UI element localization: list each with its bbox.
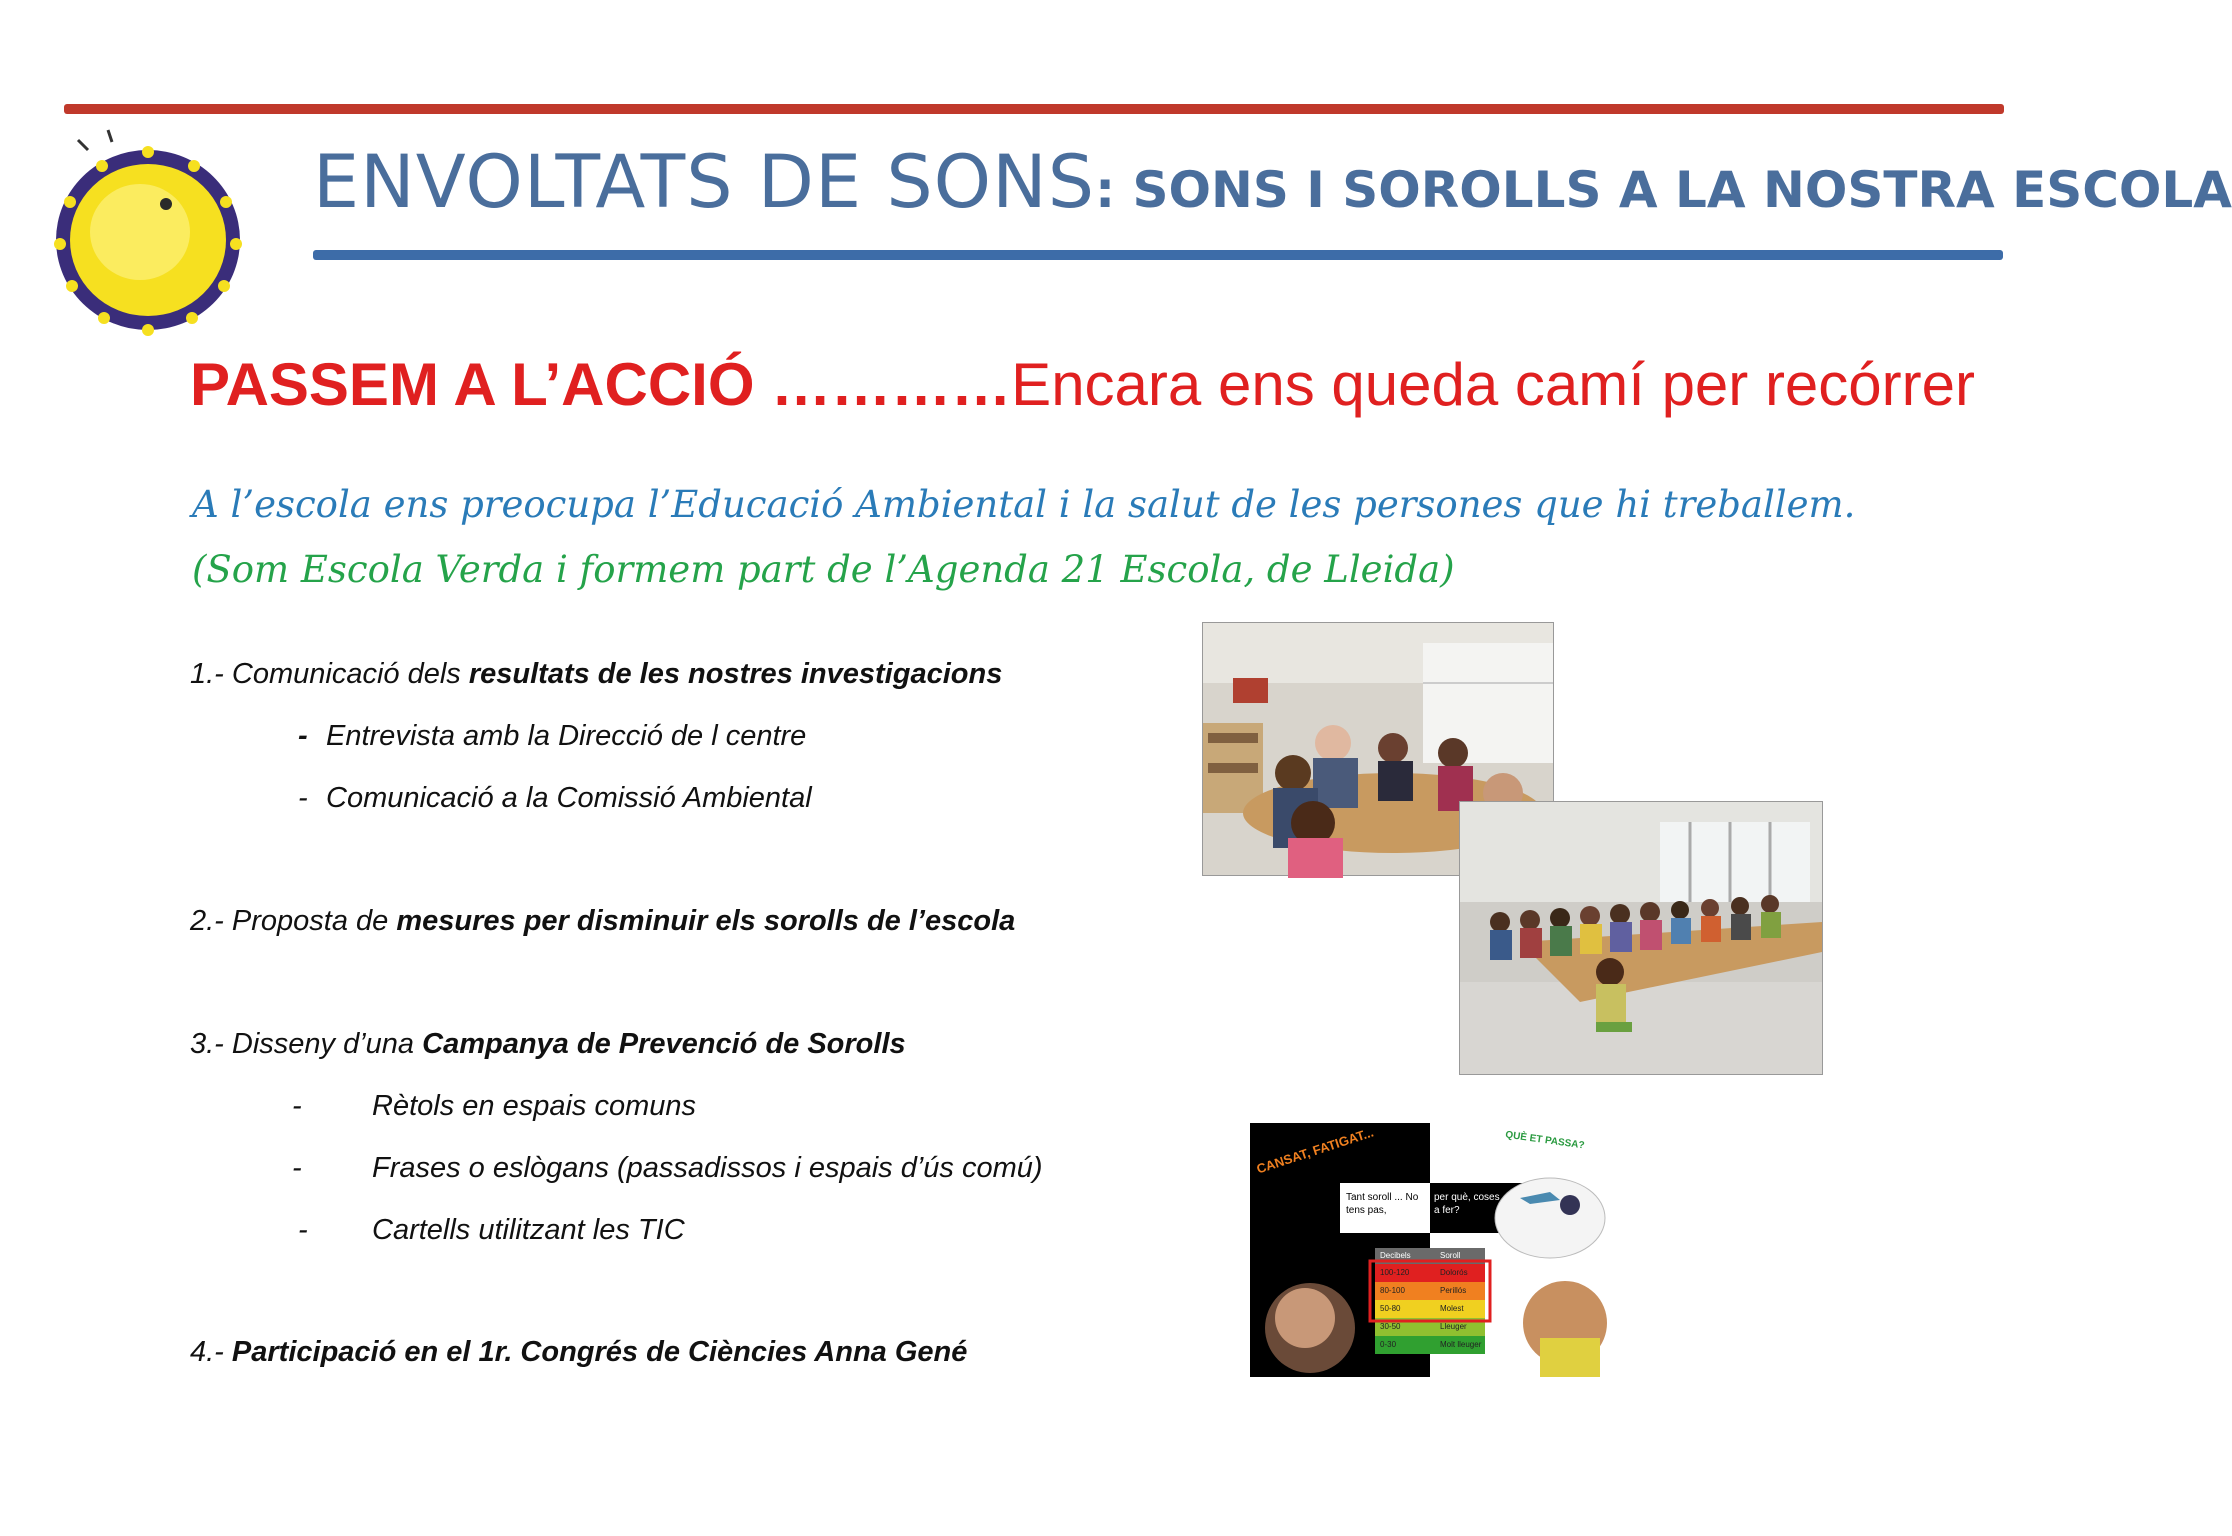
item-3: [190, 1028, 906, 1061]
item-3-sub-3-dash: -: [298, 1214, 308, 1246]
poster-row-db: 30-50: [1380, 1322, 1401, 1331]
poster-row-db: 100-120: [1380, 1268, 1410, 1277]
poster-col-soroll: Soroll: [1440, 1251, 1461, 1260]
poster-row-db: 50-80: [1380, 1304, 1401, 1313]
poster-row-label: Perillós: [1440, 1286, 1467, 1295]
sun-logo-icon: [48, 120, 258, 340]
header-bottom-rule: [313, 250, 2003, 260]
poster-bubble-right: per què, coses a fer?: [1434, 1192, 1500, 1216]
item-3-prefix: 3.- Disseny d’una: [190, 1028, 423, 1060]
poster-bubble-left: Tant soroll ... No tens pas,: [1346, 1192, 1419, 1216]
headline-bold: PASSEM A L’ACCIÓ …………: [190, 351, 1012, 418]
poster-title-right: QUÈ ET PASSA?: [1504, 1129, 1586, 1152]
item-3-bold: Campanya de Prevenció de Sorolls: [422, 1028, 906, 1060]
item-1-sub-2-dash: -: [298, 782, 308, 814]
header-title-sub: : SONS I SOROLLS A LA NOSTRA ESCOLA: [1095, 161, 2232, 219]
intro-line-1: A l’escola ens preocupa l’Educació Ambiental i la salut de les persones que hi treballem.: [192, 483, 1856, 526]
header-top-rule: [64, 104, 2004, 114]
page-headline: [190, 350, 1975, 419]
item-1-bold: resultats de les nostres investigacions: [468, 658, 1003, 690]
header-title: [313, 140, 2232, 225]
item-4-prefix: 4.-: [190, 1336, 232, 1368]
poster-title-left: CANSAT, FATIGAT...: [1254, 1124, 1376, 1177]
item-1-sub-2-text: Comunicació a la Comissió Ambiental: [326, 782, 812, 814]
item-3-sub-1-dash: -: [292, 1090, 302, 1122]
item-3-sub-2: [292, 1152, 1043, 1185]
classroom-photo: [1459, 801, 1823, 1075]
poster-row-label: Dolorós: [1440, 1268, 1468, 1277]
item-1-sub-2: [298, 782, 812, 815]
poster-row-label: Molt lleuger: [1440, 1340, 1482, 1349]
item-3-sub-3: [298, 1214, 685, 1247]
item-3-sub-2-text: Frases o eslògans (passadissos i espais d’ús comú): [372, 1152, 1043, 1184]
intro-line-2: (Som Escola Verda i formem part de l’Agenda 21 Escola, de Lleida): [192, 548, 1455, 591]
item-1-sub-1: [298, 720, 806, 753]
item-1-sub-1-dash: -: [298, 720, 308, 752]
item-3-sub-1-text: Rètols en espais comuns: [372, 1090, 696, 1122]
poster-row-label: Lleuger: [1440, 1322, 1467, 1331]
item-4: [190, 1336, 967, 1369]
poster-row-label: Molest: [1440, 1304, 1464, 1313]
item-2-bold: mesures per disminuir els sorolls de l’escola: [396, 905, 1016, 937]
poster-row-db: 80-100: [1380, 1286, 1405, 1295]
item-3-sub-1: [292, 1090, 696, 1123]
noise-campaign-poster: [1250, 1123, 1610, 1377]
headline-normal: Encara ens queda camí per recórrer: [1011, 351, 1975, 418]
poster-row-db: 0-30: [1380, 1340, 1397, 1349]
item-2-prefix: 2.- Proposta de: [190, 905, 397, 937]
item-3-sub-2-dash: -: [292, 1152, 302, 1184]
header-title-main: ENVOLTATS DE SONS: [313, 140, 1096, 225]
item-2: [190, 905, 1015, 938]
poster-col-decibels: Decibels: [1380, 1251, 1411, 1260]
item-4-bold: Participació en el 1r. Congrés de Ciències Anna Gené: [231, 1336, 968, 1368]
item-3-sub-3-text: Cartells utilitzant les TIC: [372, 1214, 685, 1246]
item-1: [190, 658, 1002, 691]
item-1-prefix: 1.- Comunicació dels: [190, 658, 469, 690]
item-1-sub-1-text: Entrevista amb la Direcció de l centre: [326, 720, 807, 752]
